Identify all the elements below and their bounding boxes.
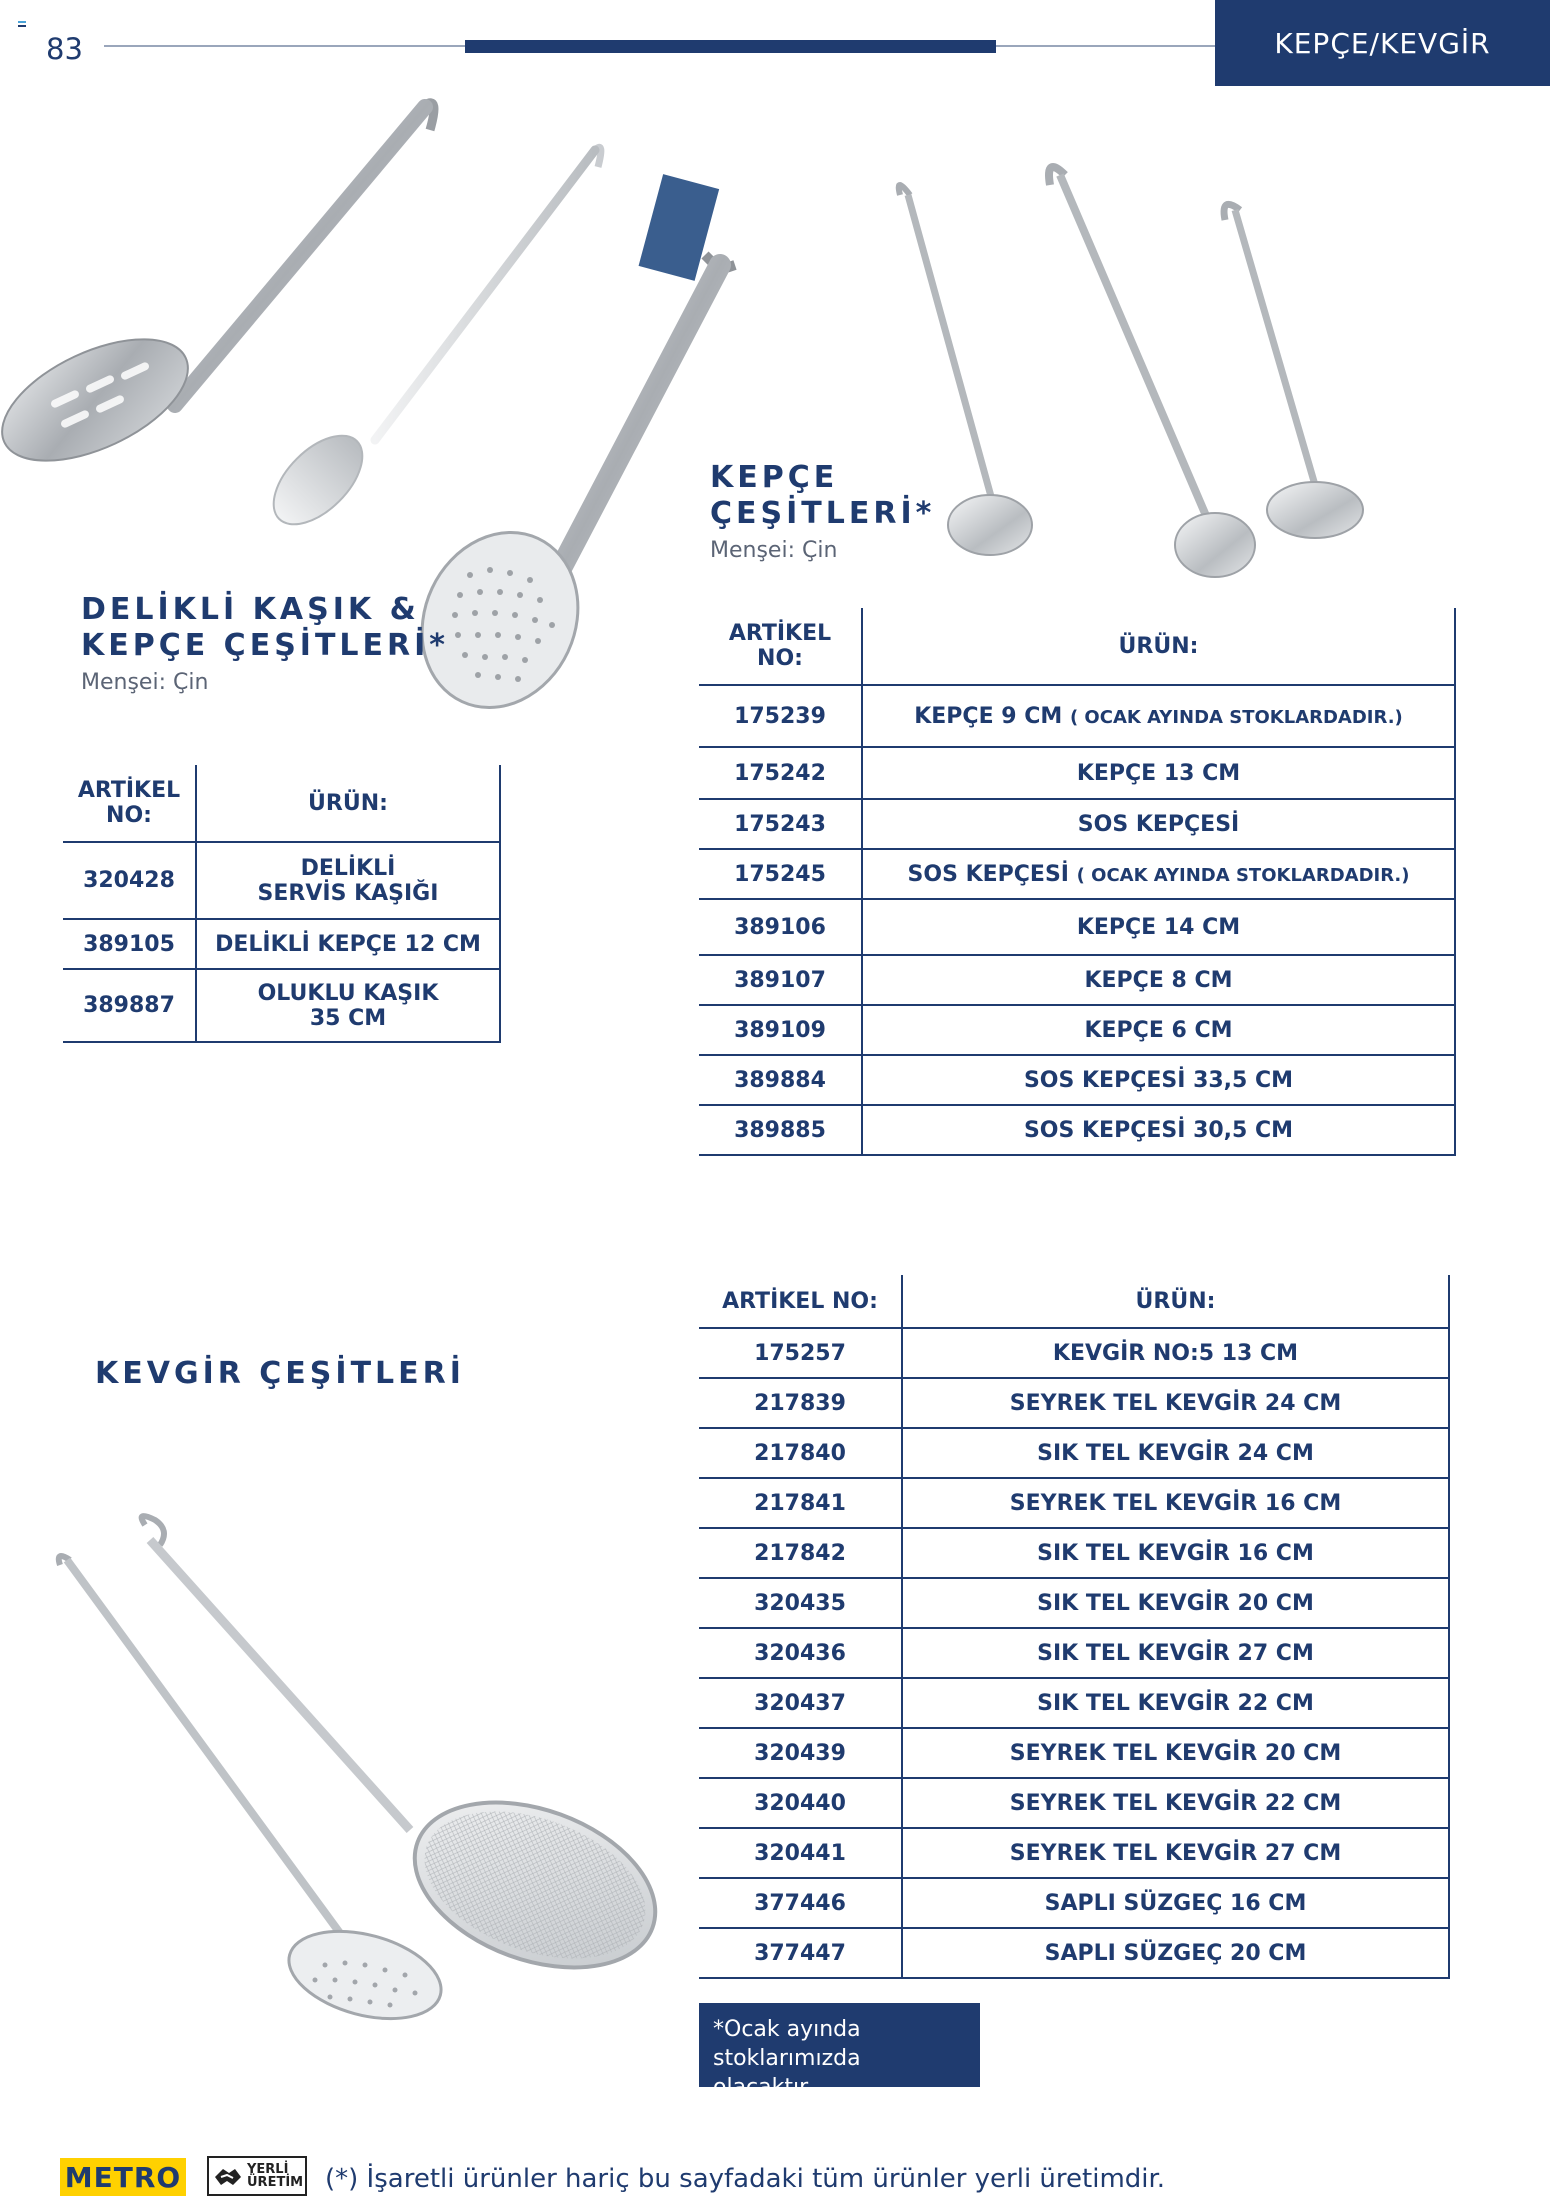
product-name: SOS KEPÇESİ ( OCAK AYINDA STOKLARDADIR.) (862, 849, 1455, 899)
article-no: 320441 (699, 1828, 902, 1878)
col-header-article: ARTİKEL NO: (699, 1275, 902, 1328)
table-row (699, 1378, 1449, 1428)
section2-origin: Menşei: Çin (710, 538, 838, 563)
product-name: SEYREK TEL KEVGİR 27 CM (902, 1828, 1449, 1878)
table-header-row (699, 608, 1455, 685)
yerli-uretim-badge (207, 2156, 307, 2196)
table-row (699, 1328, 1449, 1378)
product-name: DELİKLİ KEPÇE 12 CM (196, 919, 500, 969)
article-no: 389106 (699, 899, 862, 955)
table-row (699, 1678, 1449, 1728)
product-name: SOS KEPÇESİ (862, 799, 1455, 849)
table-row (699, 1578, 1449, 1628)
table-row (699, 1055, 1455, 1105)
product-name: SIK TEL KEVGİR 16 CM (902, 1528, 1449, 1578)
section-tab: KEPÇE/KEVGİR (1215, 0, 1550, 86)
section1-table (63, 765, 501, 1043)
table-row (63, 919, 500, 969)
section1-title-line1: DELİKLİ KAŞIK & (81, 592, 420, 627)
product-name: KEPÇE 14 CM (862, 899, 1455, 955)
table-row (63, 842, 500, 919)
section1-origin: Menşei: Çin (81, 670, 209, 695)
table-row (699, 747, 1455, 799)
table-row (699, 1428, 1449, 1478)
section2-title (710, 460, 935, 532)
section2-title-line2: ÇEŞİTLERİ* (710, 496, 936, 531)
stock-note-box (699, 2003, 980, 2100)
product-name: SIK TEL KEVGİR 20 CM (902, 1578, 1449, 1628)
article-no: 389885 (699, 1105, 862, 1155)
section1-title-line2: KEPÇE ÇEŞİTLERİ* (81, 628, 449, 663)
product-name: SIK TEL KEVGİR 22 CM (902, 1678, 1449, 1728)
product-name: KEPÇE 8 CM (862, 955, 1455, 1005)
col-header-product: ÜRÜN: (902, 1275, 1449, 1328)
handshake-icon (213, 2163, 243, 2191)
table-row (699, 899, 1455, 955)
product-name: DELİKLİ SERVİS KAŞIĞI (196, 842, 500, 919)
article-no: 320436 (699, 1628, 902, 1678)
stock-note: ( OCAK AYINDA STOKLARDADIR.) (1076, 864, 1410, 886)
table-row (699, 1478, 1449, 1528)
product-name: SOS KEPÇESİ 33,5 CM (862, 1055, 1455, 1105)
section2-title-line1: KEPÇE (710, 460, 839, 495)
article-no: 389887 (63, 969, 196, 1042)
table-row (699, 1728, 1449, 1778)
table-row (699, 799, 1455, 849)
product-name: SOS KEPÇESİ 30,5 CM (862, 1105, 1455, 1155)
table-row (699, 1778, 1449, 1828)
article-no: 377446 (699, 1878, 902, 1928)
product-name: SEYREK TEL KEVGİR 22 CM (902, 1778, 1449, 1828)
article-no: 320435 (699, 1578, 902, 1628)
table-header-row (63, 765, 500, 842)
table-row (699, 1878, 1449, 1928)
article-no: 389884 (699, 1055, 862, 1105)
col-header-article: ARTİKEL NO: (63, 765, 196, 842)
product-name: SEYREK TEL KEVGİR 24 CM (902, 1378, 1449, 1428)
product-name: KEPÇE 9 CM ( OCAK AYINDA STOKLARDADIR.) (862, 685, 1455, 747)
section3-table (699, 1275, 1450, 1979)
table-row (699, 849, 1455, 899)
article-no: 320437 (699, 1678, 902, 1728)
table-row (699, 1105, 1455, 1155)
metro-logo: METRO (60, 2158, 186, 2196)
product-name: KEVGİR NO:5 13 CM (902, 1328, 1449, 1378)
table-row (699, 685, 1455, 747)
col-header-product: ÜRÜN: (862, 608, 1455, 685)
article-no: 320428 (63, 842, 196, 919)
table-row (699, 1528, 1449, 1578)
stock-note: ( OCAK AYINDA STOKLARDADIR.) (1069, 706, 1403, 728)
article-no: 217839 (699, 1378, 902, 1428)
stock-note-line2: stoklarımızda olacaktır. (713, 2046, 861, 2100)
table-row (63, 969, 500, 1042)
section2-table (699, 608, 1456, 1156)
article-no: 217842 (699, 1528, 902, 1578)
stock-note-line1: *Ocak ayında (713, 2017, 861, 2042)
article-no: 175243 (699, 799, 862, 849)
table-row (699, 1005, 1455, 1055)
article-no: 217841 (699, 1478, 902, 1528)
corner-mark (18, 25, 26, 27)
col-header-article: ARTİKEL NO: (699, 608, 862, 685)
article-no: 175239 (699, 685, 862, 747)
strainers-image (55, 1515, 675, 2020)
col-header-product: ÜRÜN: (196, 765, 500, 842)
product-name: OLUKLU KAŞIK 35 CM (196, 969, 500, 1042)
product-name: SAPLI SÜZGEÇ 20 CM (902, 1928, 1449, 1978)
header-rule (104, 45, 465, 47)
article-no: 217840 (699, 1428, 902, 1478)
table-row (699, 1928, 1449, 1978)
table-row (699, 1628, 1449, 1678)
table-row (699, 1828, 1449, 1878)
product-name: SAPLI SÜZGEÇ 16 CM (902, 1878, 1449, 1928)
product-name: SEYREK TEL KEVGİR 16 CM (902, 1478, 1449, 1528)
page-number: 83 (46, 32, 83, 66)
header-rule (996, 45, 1215, 47)
article-no: 389105 (63, 919, 196, 969)
article-no: 377447 (699, 1928, 902, 1978)
article-no: 175242 (699, 747, 862, 799)
article-no: 175245 (699, 849, 862, 899)
article-no: 389109 (699, 1005, 862, 1055)
product-name: KEPÇE 13 CM (862, 747, 1455, 799)
ladles-image (880, 155, 1380, 585)
corner-mark (18, 21, 26, 23)
header-accent-bar (465, 40, 996, 53)
section1-title (81, 592, 449, 664)
article-no: 320439 (699, 1728, 902, 1778)
yerli-uretim-text: YERLİ ÜRETİM (247, 2162, 304, 2190)
section3-title: KEVGİR ÇEŞİTLERİ (95, 1356, 465, 1391)
article-no: 320440 (699, 1778, 902, 1828)
footer-disclaimer: (*) İşaretli ürünler hariç bu sayfadaki tüm ürünler yerli üretimdir. (325, 2164, 1166, 2194)
article-no: 389107 (699, 955, 862, 1005)
product-name: KEPÇE 6 CM (862, 1005, 1455, 1055)
table-header-row (699, 1275, 1449, 1328)
product-name: SEYREK TEL KEVGİR 20 CM (902, 1728, 1449, 1778)
section3-table-body (699, 1328, 1449, 1978)
article-no: 175257 (699, 1328, 902, 1378)
product-name: SIK TEL KEVGİR 24 CM (902, 1428, 1449, 1478)
table-row (699, 955, 1455, 1005)
product-name: SIK TEL KEVGİR 27 CM (902, 1628, 1449, 1678)
